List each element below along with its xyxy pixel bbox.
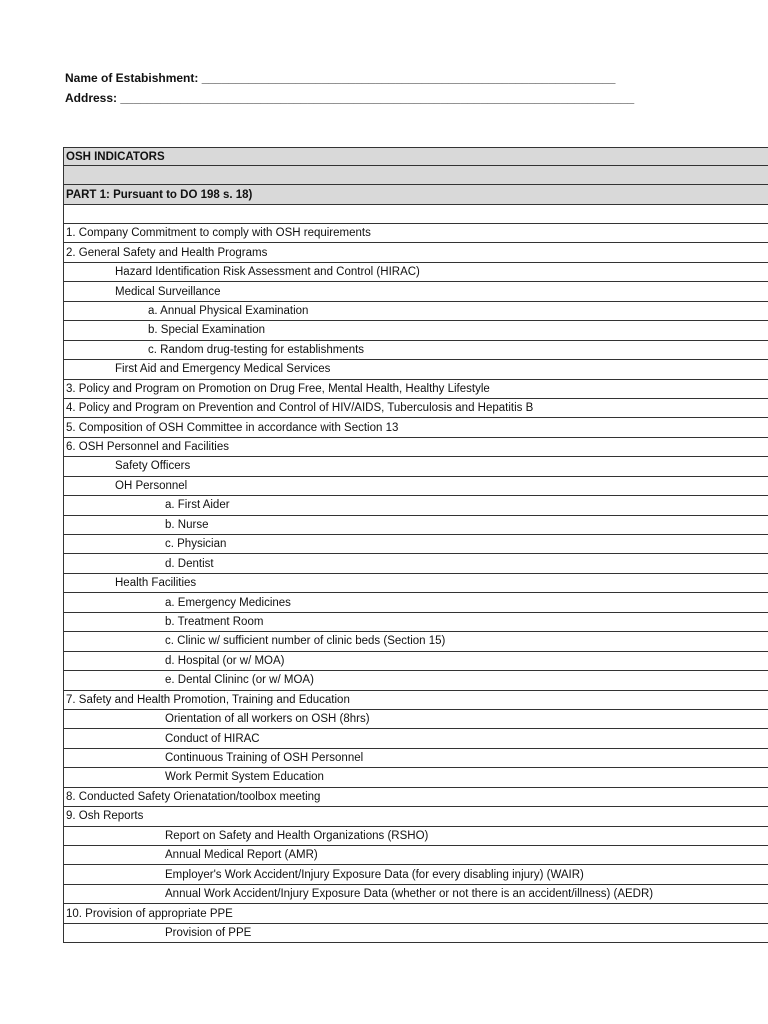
table-row: Work Permit System Education — [63, 768, 768, 787]
indicator-rows — [63, 224, 768, 943]
table-row: d. Hospital (or w/ MOA) — [63, 652, 768, 671]
table-row: First Aid and Emergency Medical Services — [63, 360, 768, 379]
table-row: 7. Safety and Health Promotion, Training and Education — [63, 691, 768, 710]
part-heading: PART 1: Pursuant to DO 198 s. 18) — [63, 185, 768, 205]
table-row: Conduct of HIRAC — [63, 729, 768, 748]
table-row: 2. General Safety and Health Programs — [63, 243, 768, 262]
table-row: 6. OSH Personnel and Facilities — [63, 438, 768, 457]
table-row: Orientation of all workers on OSH (8hrs) — [63, 710, 768, 729]
osh-indicators-table — [63, 147, 768, 943]
table-row: Medical Surveillance — [63, 282, 768, 301]
table-row: Annual Work Accident/Injury Exposure Data (whether or not there is an accident/illness) (AEDR) — [63, 885, 768, 904]
table-row: 4. Policy and Program on Prevention and Control of HIV/AIDS, Tuberculosis and Hepatitis B — [63, 399, 768, 418]
table-row: Health Facilities — [63, 574, 768, 593]
table-row: Continuous Training of OSH Personnel — [63, 749, 768, 768]
table-row: c. Random drug-testing for establishments — [63, 341, 768, 360]
table-row: a. Emergency Medicines — [63, 593, 768, 612]
table-row: b. Special Examination — [63, 321, 768, 340]
establishment-name-field: Name of Estabishment: ______________________________________________________________ — [65, 71, 616, 85]
table-row: Safety Officers — [63, 457, 768, 476]
table-row: 10. Provision of appropriate PPE — [63, 904, 768, 923]
table-row: 9. Osh Reports — [63, 807, 768, 826]
table-row: 8. Conducted Safety Orienatation/toolbox meeting — [63, 788, 768, 807]
table-row: 1. Company Commitment to comply with OSH requirements — [63, 224, 768, 243]
table-row: e. Dental Clininc (or w/ MOA) — [63, 671, 768, 690]
table-row: c. Physician — [63, 535, 768, 554]
table-spacer-shaded — [63, 166, 768, 185]
table-row: 3. Policy and Program on Promotion on Drug Free, Mental Health, Healthy Lifestyle — [63, 380, 768, 399]
table-spacer — [63, 205, 768, 224]
table-row: b. Treatment Room — [63, 613, 768, 632]
table-row: d. Dentist — [63, 554, 768, 573]
table-row: c. Clinic w/ sufficient number of clinic beds (Section 15) — [63, 632, 768, 651]
table-row: 5. Composition of OSH Committee in accordance with Section 13 — [63, 418, 768, 437]
table-row: a. First Aider — [63, 496, 768, 515]
table-row: Hazard Identification Risk Assessment and Control (HIRAC) — [63, 263, 768, 282]
table-row: Employer's Work Accident/Injury Exposure Data (for every disabling injury) (WAIR) — [63, 865, 768, 884]
table-row: a. Annual Physical Examination — [63, 302, 768, 321]
table-row: b. Nurse — [63, 516, 768, 535]
table-row: Annual Medical Report (AMR) — [63, 846, 768, 865]
table-title: OSH INDICATORS — [63, 147, 768, 166]
table-row: OH Personnel — [63, 477, 768, 496]
table-row: Provision of PPE — [63, 924, 768, 943]
address-field: Address: _____________________________________________________________________________ — [65, 91, 635, 105]
table-row: Report on Safety and Health Organizations (RSHO) — [63, 827, 768, 846]
